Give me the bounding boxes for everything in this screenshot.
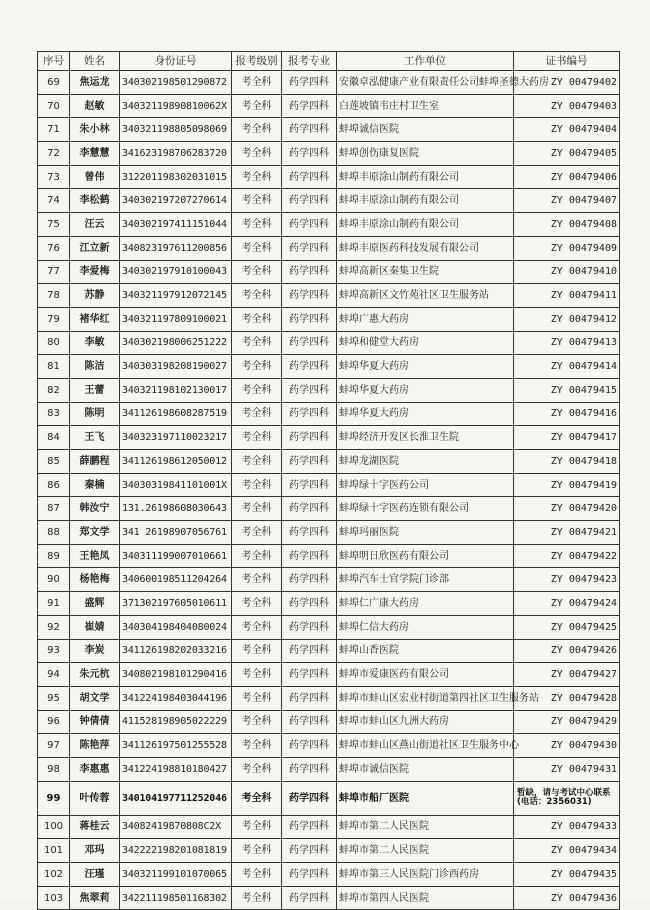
row-name: 赵敏 (70, 94, 120, 118)
row-id-number: 341126198612050012 (120, 450, 232, 474)
row-level: 考全科 (232, 189, 282, 213)
row-name: 陈明 (70, 402, 120, 426)
row-work-unit: 蚌埠山香医院 (337, 639, 514, 663)
row-level: 考全科 (232, 497, 282, 521)
row-number: 88 (38, 521, 70, 545)
row-number: 80 (38, 331, 70, 355)
row-number: 87 (38, 497, 70, 521)
row-level: 考全科 (232, 615, 282, 639)
row-number: 71 (38, 118, 70, 142)
header-unit: 工作单位 (337, 52, 514, 71)
row-number: 96 (38, 710, 70, 734)
row-name: 王飞 (70, 426, 120, 450)
row-level: 考全科 (232, 663, 282, 687)
row-number: 74 (38, 189, 70, 213)
row-name: 曾伟 (70, 165, 120, 189)
row-name: 王蕾 (70, 378, 120, 402)
row-name: 李爱梅 (70, 260, 120, 284)
row-id-number: 340321199101070065 (120, 863, 232, 887)
row-work-unit: 蚌埠市船厂医院 (337, 781, 514, 815)
row-name: 叶传蓉 (70, 781, 120, 815)
row-number: 95 (38, 686, 70, 710)
row-work-unit: 蚌埠广惠大药房 (337, 307, 514, 331)
table-row (38, 734, 620, 758)
row-work-unit: 蚌埠市蚌山区燕山街道社区卫生服务中心 (337, 734, 514, 758)
row-id-number: 340600198511204264 (120, 568, 232, 592)
row-level: 考全科 (232, 781, 282, 815)
row-work-unit: 蚌埠高新区文竹苑社区卫生服务站 (337, 284, 514, 308)
table-row (38, 284, 620, 308)
row-level: 考全科 (232, 815, 282, 839)
row-certificate-number: ZY 00479423 (514, 568, 620, 592)
row-number: 76 (38, 236, 70, 260)
table-row (38, 260, 620, 284)
row-number: 78 (38, 284, 70, 308)
row-certificate-number: ZY 00479409 (514, 236, 620, 260)
row-number: 77 (38, 260, 70, 284)
row-certificate-number: ZY 00479424 (514, 592, 620, 616)
row-certificate-number: ZY 00479414 (514, 355, 620, 379)
row-id-number: 340104197711252046 (120, 781, 232, 815)
table-header-row (38, 52, 620, 71)
row-id-number: 411528198905022229 (120, 710, 232, 734)
row-work-unit: 蚌埠高新区秦集卫生院 (337, 260, 514, 284)
table-row (38, 71, 620, 95)
table-row (38, 213, 620, 237)
row-level: 考全科 (232, 757, 282, 781)
row-id-number: 340302198006251222 (120, 331, 232, 355)
row-id-number: 371302197605010611 (120, 592, 232, 616)
row-name: 李惠惠 (70, 757, 120, 781)
row-number: 86 (38, 473, 70, 497)
table-row (38, 94, 620, 118)
row-level: 考全科 (232, 450, 282, 474)
row-level: 考全科 (232, 260, 282, 284)
row-level: 考全科 (232, 71, 282, 95)
row-number: 103 (38, 886, 70, 910)
row-certificate-number: ZY 00479408 (514, 213, 620, 237)
table-row (38, 355, 620, 379)
row-certificate-number: ZY 00479411 (514, 284, 620, 308)
row-name: 陈洁 (70, 355, 120, 379)
table-row (38, 118, 620, 142)
header-id: 身份证号 (120, 52, 232, 71)
row-number: 82 (38, 378, 70, 402)
row-level: 考全科 (232, 710, 282, 734)
row-name: 江立新 (70, 236, 120, 260)
row-id-number: 341623198706283720 (120, 142, 232, 166)
row-major: 药学四科 (282, 307, 337, 331)
row-certificate-number: ZY 00479419 (514, 473, 620, 497)
header-cert: 证书编号 (514, 52, 620, 71)
row-level: 考全科 (232, 331, 282, 355)
row-certificate-number: ZY 00479430 (514, 734, 620, 758)
row-certificate-number: ZY 00479412 (514, 307, 620, 331)
row-number: 91 (38, 592, 70, 616)
table-row (38, 331, 620, 355)
header-name: 姓名 (70, 52, 120, 71)
row-id-number: 340323197110023217 (120, 426, 232, 450)
row-name: 李松鹤 (70, 189, 120, 213)
row-work-unit: 蚌埠诚信医院 (337, 118, 514, 142)
table-row (38, 592, 620, 616)
row-number: 75 (38, 213, 70, 237)
row-name: 焦翠莉 (70, 886, 120, 910)
table-row (38, 781, 620, 815)
row-name: 褚华红 (70, 307, 120, 331)
row-id-number: 341126198202033216 (120, 639, 232, 663)
row-id-number: 340311199007010661 (120, 544, 232, 568)
row-id-number: 341126197501255528 (120, 734, 232, 758)
header-level: 报考级别 (232, 52, 282, 71)
row-work-unit: 白莲坡镇韦庄村卫生室 (337, 94, 514, 118)
row-certificate-number: ZY 00479427 (514, 663, 620, 687)
row-level: 考全科 (232, 734, 282, 758)
row-major: 药学四科 (282, 497, 337, 521)
row-id-number: 341224198403044196 (120, 686, 232, 710)
row-work-unit: 蚌埠丰原涂山制药有限公司 (337, 165, 514, 189)
row-work-unit: 蚌埠丰原涂山制药有限公司 (337, 189, 514, 213)
row-major: 药学四科 (282, 473, 337, 497)
row-work-unit: 蚌埠绿十字医药连锁有限公司 (337, 497, 514, 521)
row-major: 药学四科 (282, 734, 337, 758)
row-major: 药学四科 (282, 815, 337, 839)
row-level: 考全科 (232, 284, 282, 308)
table-row (38, 236, 620, 260)
row-id-number: 342211198501168302 (120, 886, 232, 910)
row-certificate-number: ZY 00479435 (514, 863, 620, 887)
row-major: 药学四科 (282, 781, 337, 815)
row-major: 药学四科 (282, 757, 337, 781)
header-no: 序号 (38, 52, 70, 71)
row-level: 考全科 (232, 426, 282, 450)
row-certificate-number: 暂缺，请与考试中心联系(电话：2356031) (514, 781, 620, 815)
row-level: 考全科 (232, 355, 282, 379)
row-level: 考全科 (232, 592, 282, 616)
row-id-number: 34032119890810062X (120, 94, 232, 118)
table-row (38, 639, 620, 663)
row-name: 秦楠 (70, 473, 120, 497)
row-work-unit: 蚌埠华夏大药房 (337, 355, 514, 379)
row-number: 90 (38, 568, 70, 592)
table-row (38, 450, 620, 474)
row-work-unit: 蚌埠华夏大药房 (337, 378, 514, 402)
row-certificate-number: ZY 00479403 (514, 94, 620, 118)
table-row (38, 189, 620, 213)
row-major: 药学四科 (282, 236, 337, 260)
row-id-number: 341224198810180427 (120, 757, 232, 781)
row-number: 83 (38, 402, 70, 426)
table-row (38, 473, 620, 497)
row-major: 药学四科 (282, 544, 337, 568)
row-certificate-number: ZY 00479425 (514, 615, 620, 639)
row-work-unit: 安徽卓泓健康产业有限责任公司蚌埠圣德大药房 (337, 71, 514, 95)
table-row (38, 402, 620, 426)
row-level: 考全科 (232, 307, 282, 331)
row-number: 94 (38, 663, 70, 687)
row-level: 考全科 (232, 886, 282, 910)
row-work-unit: 蚌埠市第四人民医院 (337, 886, 514, 910)
row-id-number: 340302198501290872 (120, 71, 232, 95)
row-name: 郑文学 (70, 521, 120, 545)
row-certificate-number: ZY 00479404 (514, 118, 620, 142)
row-level: 考全科 (232, 378, 282, 402)
row-name: 杨艳梅 (70, 568, 120, 592)
row-name: 蒋桂云 (70, 815, 120, 839)
row-number: 73 (38, 165, 70, 189)
row-work-unit: 蚌埠仁广康大药房 (337, 592, 514, 616)
row-work-unit: 蚌埠市第二人民医院 (337, 839, 514, 863)
row-number: 102 (38, 863, 70, 887)
row-name: 苏静 (70, 284, 120, 308)
row-id-number: 34082419870808C2X (120, 815, 232, 839)
row-work-unit: 蚌埠绿十字医药公司 (337, 473, 514, 497)
row-name: 邓玛 (70, 839, 120, 863)
row-id-number: 340302197910100043 (120, 260, 232, 284)
row-number: 69 (38, 71, 70, 95)
row-major: 药学四科 (282, 710, 337, 734)
row-number: 98 (38, 757, 70, 781)
row-major: 药学四科 (282, 521, 337, 545)
row-number: 79 (38, 307, 70, 331)
row-level: 考全科 (232, 94, 282, 118)
row-major: 药学四科 (282, 213, 337, 237)
table-row (38, 886, 620, 910)
row-major: 药学四科 (282, 94, 337, 118)
table-row (38, 615, 620, 639)
table-row (38, 710, 620, 734)
table-row (38, 863, 620, 887)
row-certificate-number: ZY 00479429 (514, 710, 620, 734)
row-level: 考全科 (232, 118, 282, 142)
row-name: 韩汝宁 (70, 497, 120, 521)
row-name: 李炭 (70, 639, 120, 663)
row-major: 药学四科 (282, 165, 337, 189)
roster-table (37, 51, 620, 910)
row-id-number: 340321198102130017 (120, 378, 232, 402)
row-number: 93 (38, 639, 70, 663)
row-name: 崔婧 (70, 615, 120, 639)
row-work-unit: 蚌埠市第二人民医院 (337, 815, 514, 839)
row-number: 70 (38, 94, 70, 118)
row-major: 药学四科 (282, 863, 337, 887)
row-name: 盛辉 (70, 592, 120, 616)
row-level: 考全科 (232, 213, 282, 237)
row-level: 考全科 (232, 165, 282, 189)
row-certificate-number: ZY 00479433 (514, 815, 620, 839)
row-id-number: 342222198201081819 (120, 839, 232, 863)
row-major: 药学四科 (282, 426, 337, 450)
row-number: 85 (38, 450, 70, 474)
row-level: 考全科 (232, 402, 282, 426)
row-level: 考全科 (232, 236, 282, 260)
row-number: 92 (38, 615, 70, 639)
row-level: 考全科 (232, 863, 282, 887)
row-number: 84 (38, 426, 70, 450)
row-work-unit: 蚌埠明日欣医药有限公司 (337, 544, 514, 568)
row-id-number: 340303198208190027 (120, 355, 232, 379)
row-certificate-number: ZY 00479410 (514, 260, 620, 284)
row-id-number: 341126198608287519 (120, 402, 232, 426)
row-major: 药学四科 (282, 284, 337, 308)
row-certificate-number: ZY 00479426 (514, 639, 620, 663)
row-certificate-number: ZY 00479402 (514, 71, 620, 95)
row-id-number: 341 26198907056761 (120, 521, 232, 545)
row-number: 101 (38, 839, 70, 863)
row-name: 李慧慧 (70, 142, 120, 166)
table-row (38, 839, 620, 863)
row-certificate-number: ZY 00479428 (514, 686, 620, 710)
row-major: 药学四科 (282, 189, 337, 213)
row-number: 99 (38, 781, 70, 815)
row-certificate-number: ZY 00479420 (514, 497, 620, 521)
row-work-unit: 蚌埠玛丽医院 (337, 521, 514, 545)
row-major: 药学四科 (282, 71, 337, 95)
row-certificate-number: ZY 00479431 (514, 757, 620, 781)
table-row (38, 686, 620, 710)
row-major: 药学四科 (282, 450, 337, 474)
table-row (38, 544, 620, 568)
table-row (38, 142, 620, 166)
row-major: 药学四科 (282, 639, 337, 663)
row-work-unit: 蚌埠丰原涂山制药有限公司 (337, 213, 514, 237)
row-id-number: 34030319841101001X (120, 473, 232, 497)
row-level: 考全科 (232, 568, 282, 592)
row-certificate-number: ZY 00479407 (514, 189, 620, 213)
row-work-unit: 蚌埠市诚信医院 (337, 757, 514, 781)
row-name: 王艳凤 (70, 544, 120, 568)
table-row (38, 757, 620, 781)
row-name: 朱元杭 (70, 663, 120, 687)
row-major: 药学四科 (282, 663, 337, 687)
row-level: 考全科 (232, 521, 282, 545)
row-certificate-number: ZY 00479436 (514, 886, 620, 910)
table-row (38, 426, 620, 450)
row-id-number: 340304198404080024 (120, 615, 232, 639)
table-row (38, 663, 620, 687)
row-work-unit: 蚌埠市爱康医药有限公司 (337, 663, 514, 687)
row-certificate-number: ZY 00479417 (514, 426, 620, 450)
row-major: 药学四科 (282, 568, 337, 592)
row-level: 考全科 (232, 639, 282, 663)
row-level: 考全科 (232, 142, 282, 166)
row-major: 药学四科 (282, 260, 337, 284)
row-work-unit: 蚌埠市第三人民医院门诊西药房 (337, 863, 514, 887)
row-level: 考全科 (232, 544, 282, 568)
row-name: 焦运龙 (70, 71, 120, 95)
row-number: 97 (38, 734, 70, 758)
row-id-number: 340302197207270614 (120, 189, 232, 213)
row-major: 药学四科 (282, 402, 337, 426)
row-work-unit: 蚌埠市蚌山区宏业村街道第四社区卫生服务站 (337, 686, 514, 710)
row-work-unit: 蚌埠龙湖医院 (337, 450, 514, 474)
row-certificate-number: ZY 00479422 (514, 544, 620, 568)
table-row (38, 307, 620, 331)
row-name: 钟倩倩 (70, 710, 120, 734)
row-work-unit: 蚌埠市蚌山区九洲大药房 (337, 710, 514, 734)
row-major: 药学四科 (282, 142, 337, 166)
row-work-unit: 蚌埠经济开发区长淮卫生院 (337, 426, 514, 450)
row-name: 朱小林 (70, 118, 120, 142)
row-major: 药学四科 (282, 839, 337, 863)
row-work-unit: 蚌埠和健堂大药房 (337, 331, 514, 355)
row-major: 药学四科 (282, 592, 337, 616)
row-name: 胡文学 (70, 686, 120, 710)
row-certificate-number: ZY 00479405 (514, 142, 620, 166)
row-number: 72 (38, 142, 70, 166)
row-major: 药学四科 (282, 118, 337, 142)
row-work-unit: 蚌埠创伤康复医院 (337, 142, 514, 166)
row-major: 药学四科 (282, 378, 337, 402)
row-certificate-number: ZY 00479406 (514, 165, 620, 189)
row-name: 薛鹏程 (70, 450, 120, 474)
row-id-number: 340802198101290416 (120, 663, 232, 687)
row-name: 陈艳萍 (70, 734, 120, 758)
row-certificate-number: ZY 00479421 (514, 521, 620, 545)
row-number: 89 (38, 544, 70, 568)
row-id-number: 340302197411151044 (120, 213, 232, 237)
row-id-number: 340321198805098069 (120, 118, 232, 142)
row-certificate-number: ZY 00479413 (514, 331, 620, 355)
row-name: 汪云 (70, 213, 120, 237)
row-major: 药学四科 (282, 615, 337, 639)
row-level: 考全科 (232, 686, 282, 710)
header-major: 报考专业 (282, 52, 337, 71)
table-row (38, 378, 620, 402)
row-certificate-number: ZY 00479416 (514, 402, 620, 426)
row-id-number: 340823197611200856 (120, 236, 232, 260)
row-id-number: 340321197809100021 (120, 307, 232, 331)
table-row (38, 165, 620, 189)
row-work-unit: 蚌埠仁信大药房 (337, 615, 514, 639)
row-major: 药学四科 (282, 331, 337, 355)
row-certificate-number: ZY 00479415 (514, 378, 620, 402)
row-number: 81 (38, 355, 70, 379)
row-work-unit: 蚌埠汽车士官学院门诊部 (337, 568, 514, 592)
table-row (38, 497, 620, 521)
table-row (38, 521, 620, 545)
table-row (38, 568, 620, 592)
row-major: 药学四科 (282, 355, 337, 379)
row-name: 汪瑾 (70, 863, 120, 887)
row-major: 药学四科 (282, 686, 337, 710)
table-row (38, 815, 620, 839)
row-certificate-number: ZY 00479418 (514, 450, 620, 474)
row-name: 李敏 (70, 331, 120, 355)
row-work-unit: 蚌埠丰原医药科技发展有限公司 (337, 236, 514, 260)
row-certificate-number: ZY 00479434 (514, 839, 620, 863)
row-id-number: 131.26198608030643 (120, 497, 232, 521)
row-id-number: 340321197912072145 (120, 284, 232, 308)
row-major: 药学四科 (282, 886, 337, 910)
row-level: 考全科 (232, 473, 282, 497)
row-id-number: 312201198302031015 (120, 165, 232, 189)
row-work-unit: 蚌埠华夏大药房 (337, 402, 514, 426)
row-number: 100 (38, 815, 70, 839)
row-level: 考全科 (232, 839, 282, 863)
